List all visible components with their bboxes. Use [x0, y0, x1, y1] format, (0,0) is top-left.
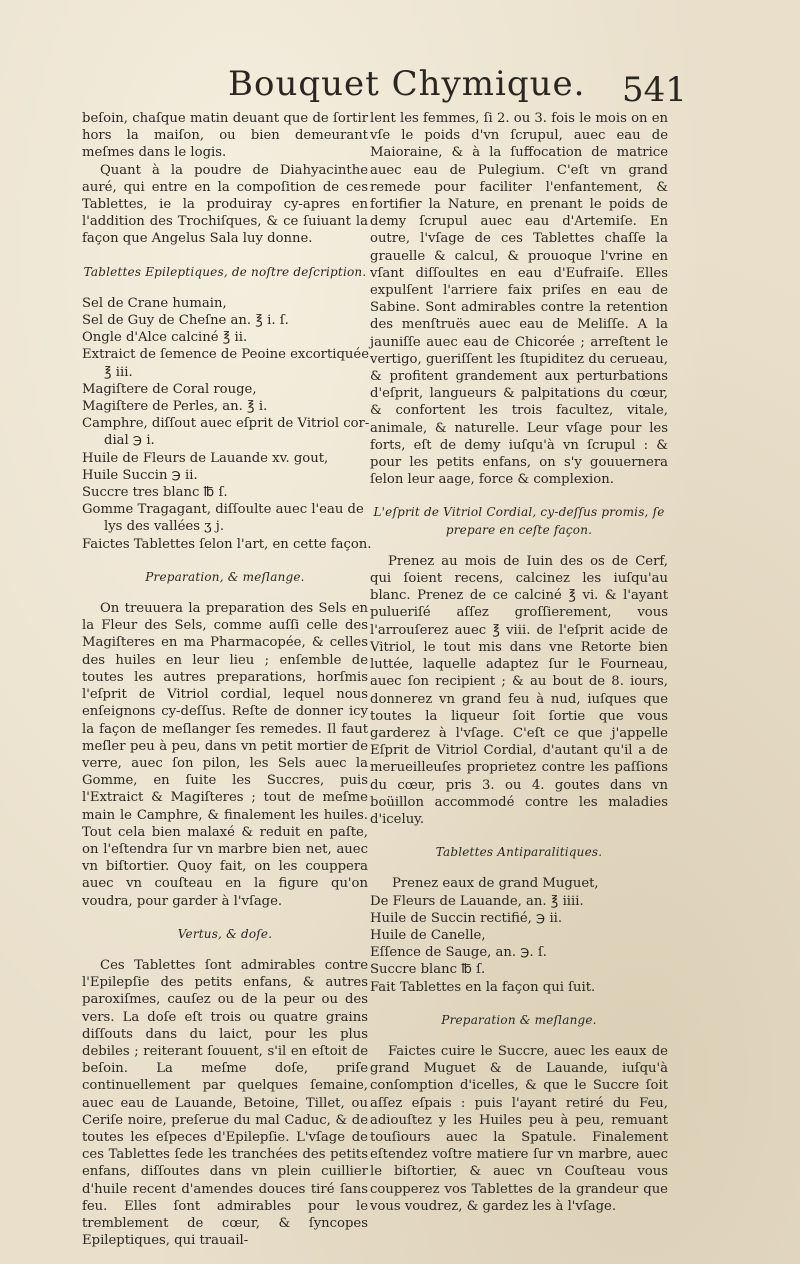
list-item: Succre tres blanc ℔ ſ.: [82, 485, 228, 501]
section-heading: Tablettes Antiparalitiques.: [435, 845, 603, 860]
section-heading: L'eſprit de Vitriol Cordial, cy-deſſus promis, ſe prepare en ceſte façon.: [373, 505, 665, 537]
list-item: Fait Tablettes en la façon qui ſuit.: [370, 979, 596, 995]
list-item: dial ℈ i.: [104, 433, 155, 449]
section-heading: Preparation & meſlange.: [441, 1012, 597, 1027]
section-heading: Preparation, & meſlange.: [145, 569, 305, 584]
paragraph: Faictes cuire le Succre, auec les eaux de grand Muguet & de Lauande, iuſqu'à conſomption d'icelles, & que le Succre ſoit aſſez eſpais : puis l'ayant retiré du Feu, adiouſtez y les Huiles peu à peu, remuant touſiours auec la Spatule. Finalement eſtendez voſtre matiere ſur vn marbre, auec le biſtortier, & auec vn Couſteau vous coupperez vos Tablettes de la grandeur que vous voudrez, & gardez les à l'vſage.: [370, 1043, 668, 1214]
paragraph: beſoin, chaſque matin deuant que de ſortir hors la maiſon, ou bien demeurant meſmes dans le logis.: [82, 111, 368, 161]
list-item: Huile de Canelle,: [370, 927, 486, 943]
list-item: Huile de Succin rectifié, ℈ ii.: [370, 910, 563, 926]
list-item: Huile de Fleurs de Lauande xv. gout,: [82, 450, 329, 466]
section-heading: Vertus, & doſe.: [177, 926, 273, 941]
list-item: Camphre, diſſout auec eſprit de Vitriol cor-: [82, 416, 370, 432]
section-heading: Tablettes Epileptiques, de noſtre deſcription.: [83, 264, 367, 279]
right-column: [370, 110, 668, 1215]
list-item: lys des vallées ʒ j.: [104, 519, 225, 535]
list-item: Huile Succin ℈ ii.: [82, 467, 198, 483]
list-item: Sel de Crane humain,: [82, 295, 227, 311]
list-item: Prenez eaux de grand Muguet,: [392, 876, 599, 892]
paragraph: lent les femmes, ſi 2. ou 3. fois le mois on en vſe le poids d'vn ſcrupul, auec eau de Maioraine, & à la ſuffocation de matrice auec eau de Pulegium. C'eſt vn grand remede pour faciliter l'enfantement, & fortifier la Nature, en prenant le poids de demy ſcrupul auec eau d'Artemiſe. En outre, l'vſage de ces Tablettes chaſſe la grauelle & calcul, & prouoque l'vrine en vſant diſſoultes en eau d'Eufraiſe. Elles expulſent l'arriere faix priſes en eau de Sabine. Sont admirables contre la retention des menſtruës auec eau de Meliſſe. A la jauniſſe auec eau de Chicorée ; arreſtent le vertigo, gueriſſent les ſtupiditez du cerueau, & profitent grandement aux perturbations d'eſprit, langueurs & palpitations du cœur, & confortent les trois facultez, vitale, animale, & naturelle. Leur vſage pour les forts, eſt de demy iuſqu'à vn ſcrupul : & pour les petits enfans, on s'y gouuernera ſelon leur aage, force & complexion.: [370, 111, 668, 488]
ingredient-list: [82, 295, 372, 553]
list-item: Sel de Guy de Cheſne an. ℥ i. ſ.: [82, 313, 289, 329]
list-item: De Fleurs de Lauande, an. ℥ iiii.: [370, 893, 584, 909]
list-item: Faictes Tablettes ſelon l'art, en cette façon.: [82, 536, 372, 552]
running-title: Bouquet Chymique.: [228, 64, 586, 104]
paragraph: Ces Tablettes ſont admirables contre l'Epilepſie des petits enfans, & autres paroxiſmes, cauſez ou de la peur ou des vers. La doſe eſt trois ou quatre grains diſſouts dans du laict, pour les plus debiles ; reiterant ſouuent, s'il en eſtoit de beſoin. La meſme doſe, priſe continuellement par quelques ſemaine, auec eau de Lauande, Betoine, Tillet, ou Ceriſe noire, preſerue du mal Caduc, & de toutes les eſpeces d'Epilepſie. L'vſage de ces Tablettes ſede les tranchées des petits enfans, diſſoutes dans vn plein cuillier d'huile recent d'amendes douces tiré ſans feu. Elles ſont admirables pour le tremblement de cœur, & ſyncopes Epileptiques, qui trauail-: [82, 957, 368, 1249]
ingredient-list: [370, 875, 668, 995]
left-column: [82, 110, 372, 1249]
paragraph: On treuuera la preparation des Sels en la Fleur des Sels, comme auſſi celle des Magiſteres en ma Pharmacopée, & celles des huiles en leur lieu ; enſemble de toutes les autres preparations, horſmis l'eſprit de Vitriol cordial, lequel nous enſeignons cy-deſſus. Reſte de donner icy la façon de meſlanger ſes remedes. Il faut meſler peu à peu, dans vn petit mortier de verre, auec ſon pilon, les Sels auec la Gomme, en ſuite les Succres, puis l'Extraict & Magiſteres ; tout de meſme main le Camphre, & finalement les huiles. Tout cela bien malaxé & reduit en paſte, on l'eſtendra ſur vn marbre bien net, auec vn biſtortier. Quoy fait, on les couppera auec vn couſteau en la figure qu'on voudra, pour garder à l'vſage.: [82, 601, 368, 909]
list-item: Magiſtere de Perles, an. ℥ i.: [82, 399, 268, 415]
list-item: Extraict de ſemence de Peoine excortiquée: [82, 347, 370, 363]
paragraph: Prenez au mois de Iuin des os de Cerf, qui ſoient recens, calcinez les iuſqu'au blanc. Prenez de ce calciné ℥ vi. & l'ayant pulueriſé aſſez groſſierement, vous l'arrouſerez auec ℥ viii. de l'eſprit acide de Vitriol, le tout mis dans vne Retorte bien luttée, laquelle adaptez ſur le Fourneau, auec ſon recipient ; & au bout de 8. iours, donnerez vn grand feu à nud, iuſques que toutes la liqueur ſoit ſortie que vous garderez à l'vſage. C'eſt ce que j'appelle Eſprit de Vitriol Cordial, d'autant qu'il a de merueilleuſes proprietez contre les paſſions du cœur, pris 3. ou 4. goutes dans vn boüillon accommodé contre les maladies d'iceluy.: [370, 553, 668, 827]
list-item: Ongle d'Alce calciné ℥ ii.: [82, 330, 248, 346]
list-item: Eſſence de Sauge, an. ℈. ſ.: [370, 945, 547, 961]
paragraph: Quant à la poudre de Diahyacinthe auré, qui entre en la compoſition de ces Tablettes, ie la produiray cy-apres en l'addition des Trochiſques, & ce ſuiuant la façon que Angelus Sala luy donne.: [82, 162, 368, 247]
page-header: [0, 58, 800, 108]
list-item: Gomme Tragagant, diſſoulte auec l'eau de: [82, 502, 364, 518]
list-item: Magiſtere de Coral rouge,: [82, 381, 257, 397]
page-number: 541: [622, 70, 687, 110]
list-item: Succre blanc ℔ ſ.: [370, 962, 486, 978]
list-item: ℥ iii.: [104, 364, 133, 380]
